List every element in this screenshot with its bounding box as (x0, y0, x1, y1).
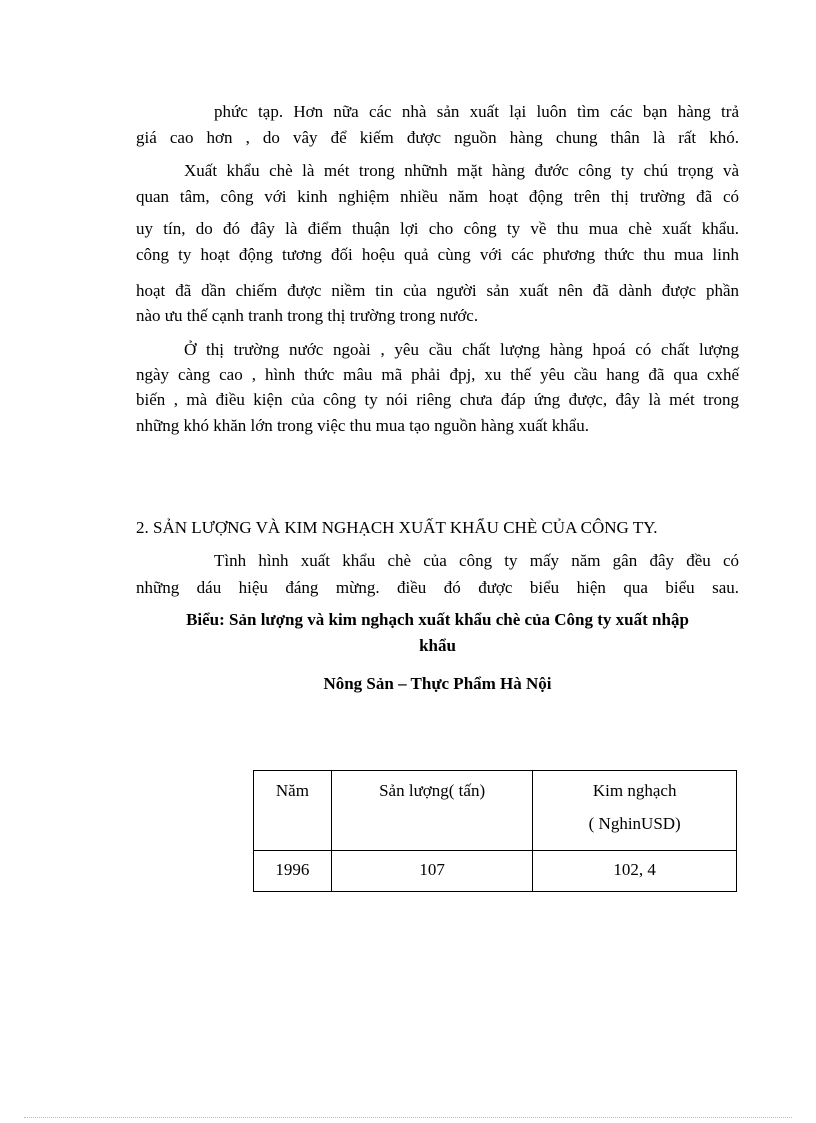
table-header-row (254, 771, 737, 851)
paragraph-line: công ty hoạt động tương đối hoệu quả cùng với các phương thức thu mua linh (136, 245, 739, 264)
table-row (254, 851, 737, 892)
paragraph-line: phức tạp. Hơn nữa các nhà sản xuất lại luôn tìm các bạn hàng trả (214, 102, 739, 121)
cell-year: 1996 (254, 851, 332, 892)
paragraph-line: quan tâm, công với kinh nghiệm nhiều năm hoạt động trên thị trường đã có (136, 187, 739, 206)
paragraph-line: giá cao hơn , do vây để kiếm được nguồn hàng chung thân là rất khó. (136, 128, 739, 147)
section-intro-line: những dáu hiệu đáng mừng. điều đó được biểu hiện qua biểu sau. (136, 578, 739, 597)
cell-value: 102, 4 (533, 851, 737, 892)
cell-output: 107 (331, 851, 533, 892)
paragraph-line: Ở thị trường nước ngoài , yêu cầu chất lượng hàng hpoá có chất lượng (184, 340, 739, 359)
paragraph-line: những khó khăn lớn trong việc thu mua tạo nguồn hàng xuất khẩu. (136, 416, 590, 435)
header-value-line: Kim nghạch (592, 781, 677, 800)
header-value-unit: ( NghinUSD) (588, 814, 681, 833)
paragraph-line: nào ưu thế cạnh tranh trong thị trường trong nước. (136, 306, 479, 325)
table-caption-line: Nông Sản – Thực Phẩm Hà Nội (323, 674, 552, 693)
paragraph-line: uy tín, do đó đây là điểm thuận lợi cho công ty về thu mua chè xuất khẩu. (136, 219, 739, 238)
section-intro-line: Tình hình xuất khẩu chè của công ty mấy năm gân đây đều có (214, 551, 739, 570)
export-table (253, 770, 737, 892)
paragraph-line: ngày càng cao , hình thức mâu mã phải đpj, xu thế yêu cầu hang đã qua cxhế (136, 365, 739, 384)
page-footer-rule (24, 1117, 792, 1118)
header-year: Năm (254, 771, 332, 851)
paragraph-line: biến , mà điều kiện của công ty nói riêng chưa đáp ứng được, đây là mét trong (136, 390, 739, 409)
table-caption-line: khẩu (419, 636, 456, 655)
table-caption-line: Biểu: Sản lượng và kim nghạch xuất khẩu chè của Công ty xuất nhập (186, 610, 689, 629)
paragraph-line: hoạt đã dần chiếm được niềm tin của người sản xuất nên đã dành được phần (136, 281, 739, 300)
paragraph-line: Xuất khẩu chè là mét trong nhữnh mặt hàng đước công ty chú trọng và (184, 161, 739, 180)
section-heading: 2. SẢN LƯỢNG VÀ KIM NGHẠCH XUẤT KHẨU CHÈ CỦA CÔNG TY. (136, 518, 658, 537)
header-output: Sản lượng( tấn) (331, 771, 533, 851)
header-value (533, 771, 737, 851)
